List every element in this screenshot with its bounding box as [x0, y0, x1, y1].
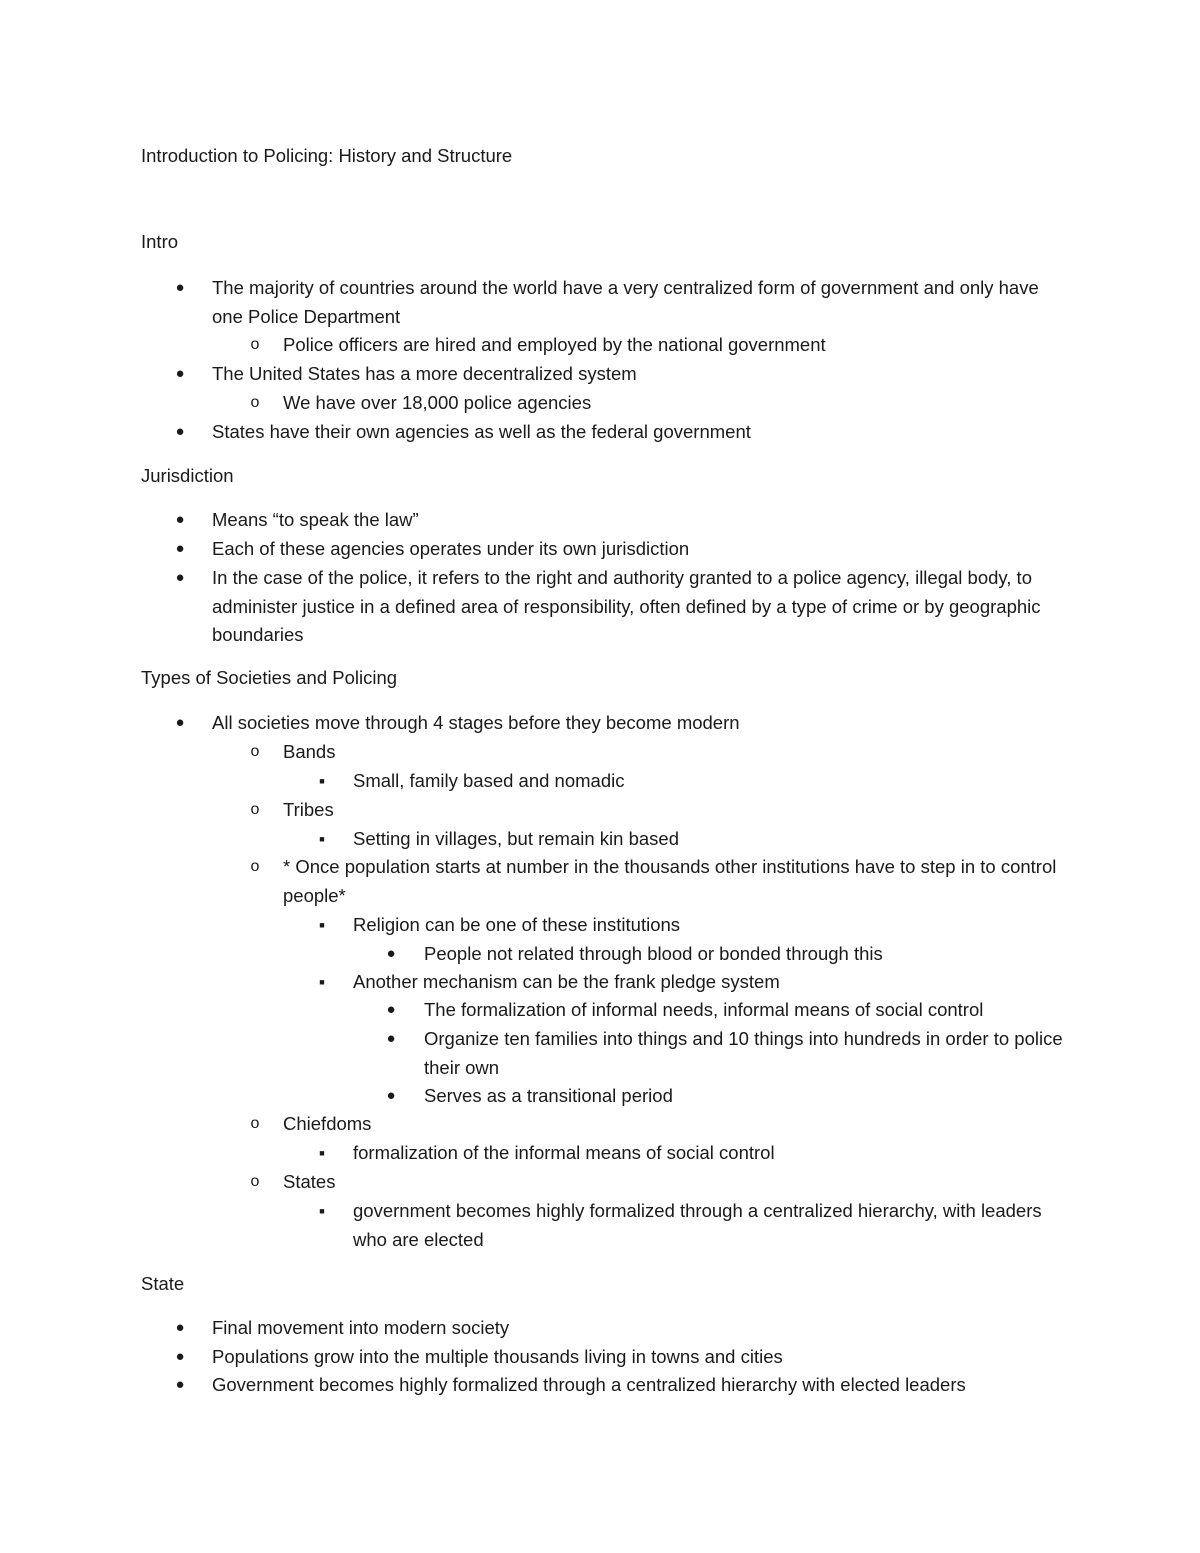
bullet-circle-icon: o	[250, 1173, 260, 1190]
bullet-disc-icon: ●	[386, 1030, 396, 1047]
list-item: Small, family based and nomadic	[353, 770, 625, 791]
list-item: We have over 18,000 police agencies	[283, 392, 592, 413]
bullet-disc-icon: ●	[175, 569, 185, 586]
bullet-circle-icon: o	[250, 743, 260, 760]
list-item: Setting in villages, but remain kin based	[353, 828, 679, 849]
list-item: Serves as a transitional period	[424, 1085, 673, 1106]
bullet-disc-icon: ●	[175, 279, 185, 296]
document-title: Introduction to Policing: History and Structure	[141, 145, 513, 166]
bullet-circle-icon: o	[250, 394, 260, 411]
bullet-disc-icon: ●	[175, 540, 185, 557]
list-item: Government becomes highly formalized through a centralized hierarchy with elected leaders	[212, 1374, 966, 1395]
bullet-disc-icon: ●	[175, 365, 185, 382]
bullet-disc-icon: ●	[175, 714, 185, 731]
list-item: All societies move through 4 stages before they become modern	[212, 712, 740, 733]
section-heading: Types of Societies and Policing	[141, 667, 398, 688]
bullet-square-icon: ■	[319, 1206, 325, 1216]
list-item: The formalization of informal needs, informal means of social control	[424, 999, 984, 1020]
bullet-disc-icon: ●	[386, 1001, 396, 1018]
bullet-disc-icon: ●	[175, 1319, 185, 1336]
bullet-disc-icon: ●	[175, 1376, 185, 1393]
list-item: Chiefdoms	[283, 1113, 372, 1134]
bullet-square-icon: ■	[319, 920, 325, 930]
list-item: Each of these agencies operates under its own jurisdiction	[212, 538, 690, 559]
bullet-square-icon: ■	[319, 1148, 325, 1158]
list-item: States	[283, 1171, 336, 1192]
bullet-square-icon: ■	[319, 776, 325, 786]
list-item: Means “to speak the law”	[212, 509, 419, 530]
list-item: Another mechanism can be the frank pledge system	[353, 971, 780, 992]
bullet-square-icon: ■	[319, 977, 325, 987]
list-item: formalization of the informal means of social control	[353, 1142, 775, 1163]
list-item: Organize ten families into things and 10 things into hundreds in order to police their own	[424, 1028, 1063, 1078]
bullet-circle-icon: o	[250, 858, 260, 875]
list-item: government becomes highly formalized through a centralized hierarchy, with leaders who are elected	[353, 1200, 1042, 1250]
bullet-disc-icon: ●	[386, 1087, 396, 1104]
list-item: Tribes	[283, 799, 334, 820]
list-item: In the case of the police, it refers to the right and authority granted to a police agency, illegal body, to administer justice in a defined area of responsibility, often defined by a type of crime or by geographic boundaries	[212, 567, 1041, 645]
bullet-disc-icon: ●	[386, 945, 396, 962]
bullet-circle-icon: o	[250, 801, 260, 818]
section-heading: State	[141, 1273, 185, 1294]
bullet-disc-icon: ●	[175, 423, 185, 440]
list-item: * Once population starts at number in the thousands other institutions have to step in to control people*	[283, 856, 1057, 906]
list-item: Final movement into modern society	[212, 1317, 510, 1338]
list-item: Police officers are hired and employed by the national government	[283, 334, 826, 355]
list-item: States have their own agencies as well as the federal government	[212, 421, 751, 442]
list-item: Religion can be one of these institutions	[353, 914, 681, 935]
bullet-square-icon: ■	[319, 834, 325, 844]
list-item: Bands	[283, 741, 336, 762]
bullet-circle-icon: o	[250, 336, 260, 353]
list-item: Populations grow into the multiple thousands living in towns and cities	[212, 1346, 783, 1367]
section-heading: Jurisdiction	[141, 465, 234, 486]
bullet-disc-icon: ●	[175, 1348, 185, 1365]
list-item: The United States has a more decentralized system	[212, 363, 637, 384]
section-heading: Intro	[141, 231, 179, 252]
list-item: The majority of countries around the world have a very centralized form of government and only have one Police Department	[212, 277, 1039, 327]
list-item: People not related through blood or bonded through this	[424, 943, 883, 964]
bullet-disc-icon: ●	[175, 511, 185, 528]
bullet-circle-icon: o	[250, 1115, 260, 1132]
